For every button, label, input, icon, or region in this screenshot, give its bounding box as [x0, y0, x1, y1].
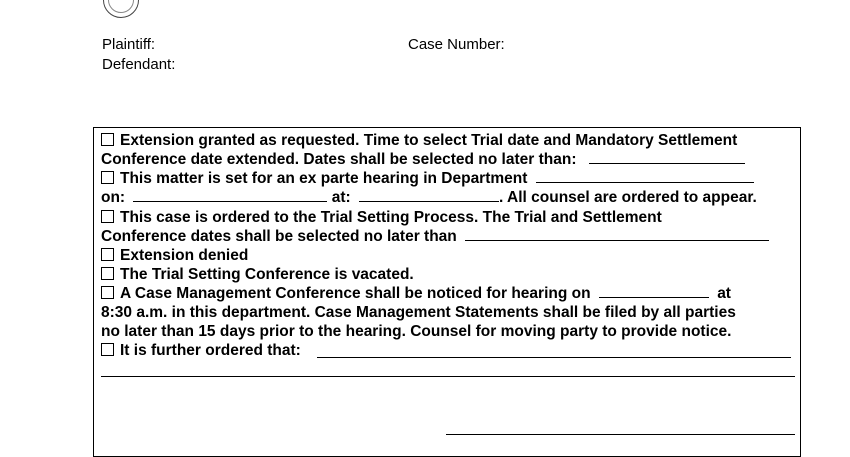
judge-signature-line[interactable]: [446, 434, 795, 435]
ex-parte-on-label: on:: [101, 189, 126, 206]
case-management-line-2: 8:30 a.m. in this department. Case Management Statements shall be filed by all parties: [101, 304, 736, 321]
case-management-text: A Case Management Conference shall be noticed for hearing on: [120, 285, 591, 302]
further-ordered-text: It is further ordered that:: [120, 342, 301, 359]
further-ordered-item: [101, 341, 301, 360]
department-field[interactable]: [536, 169, 754, 183]
extension-granted-text: Extension granted as requested. Time to select Trial date and Mandatory Settlement: [120, 132, 738, 149]
trial-setting-checkbox[interactable]: [101, 210, 114, 223]
ex-parte-text: This matter is set for an ex parte hearing in Department: [120, 170, 528, 187]
case-management-checkbox[interactable]: [101, 286, 114, 299]
further-ordered-checkbox[interactable]: [101, 343, 114, 356]
ex-parte-at-label: at:: [331, 189, 351, 206]
conference-vacated-checkbox[interactable]: [101, 267, 114, 280]
extension-denied-checkbox[interactable]: [101, 248, 114, 261]
ex-parte-appear-text: . All counsel are ordered to appear.: [499, 189, 757, 206]
extension-denied-item: [101, 246, 248, 265]
ex-parte-checkbox[interactable]: [101, 171, 114, 184]
extension-deadline-line: [101, 150, 745, 169]
ex-parte-date-line: [101, 188, 757, 207]
case-management-item: [101, 284, 731, 303]
trial-setting-deadline-text: Conference dates shall be selected no later than: [101, 228, 457, 245]
further-ordered-field[interactable]: [317, 357, 791, 358]
extension-deadline-text: Conference date extended. Dates shall be selected no later than:: [101, 151, 577, 168]
trial-setting-text: This case is ordered to the Trial Setting Process. The Trial and Settlement: [120, 209, 662, 226]
extension-granted-item: [101, 131, 737, 150]
ex-parte-item: [101, 169, 754, 188]
case-management-at-label: at: [717, 285, 731, 302]
conference-vacated-text: The Trial Setting Conference is vacated.: [120, 266, 414, 283]
ex-parte-date-field[interactable]: [133, 188, 327, 202]
conference-vacated-item: [101, 265, 414, 284]
case-management-date-field[interactable]: [599, 284, 709, 298]
extension-denied-text: Extension denied: [120, 247, 249, 264]
defendant-label: Defendant:: [102, 56, 176, 73]
ex-parte-time-field[interactable]: [359, 188, 499, 202]
extension-deadline-field[interactable]: [589, 150, 745, 164]
extension-granted-checkbox[interactable]: [101, 133, 114, 146]
trial-setting-item: [101, 208, 662, 227]
trial-setting-deadline-field[interactable]: [465, 227, 769, 241]
case-number-label: Case Number:: [408, 36, 505, 53]
court-seal: [103, 0, 139, 18]
plaintiff-label: Plaintiff:: [102, 36, 156, 53]
case-management-line-3: no later than 15 days prior to the hearing. Counsel for moving party to provide notice.: [101, 323, 732, 340]
trial-setting-deadline-line: [101, 227, 769, 246]
further-ordered-extra-line[interactable]: [101, 376, 795, 377]
